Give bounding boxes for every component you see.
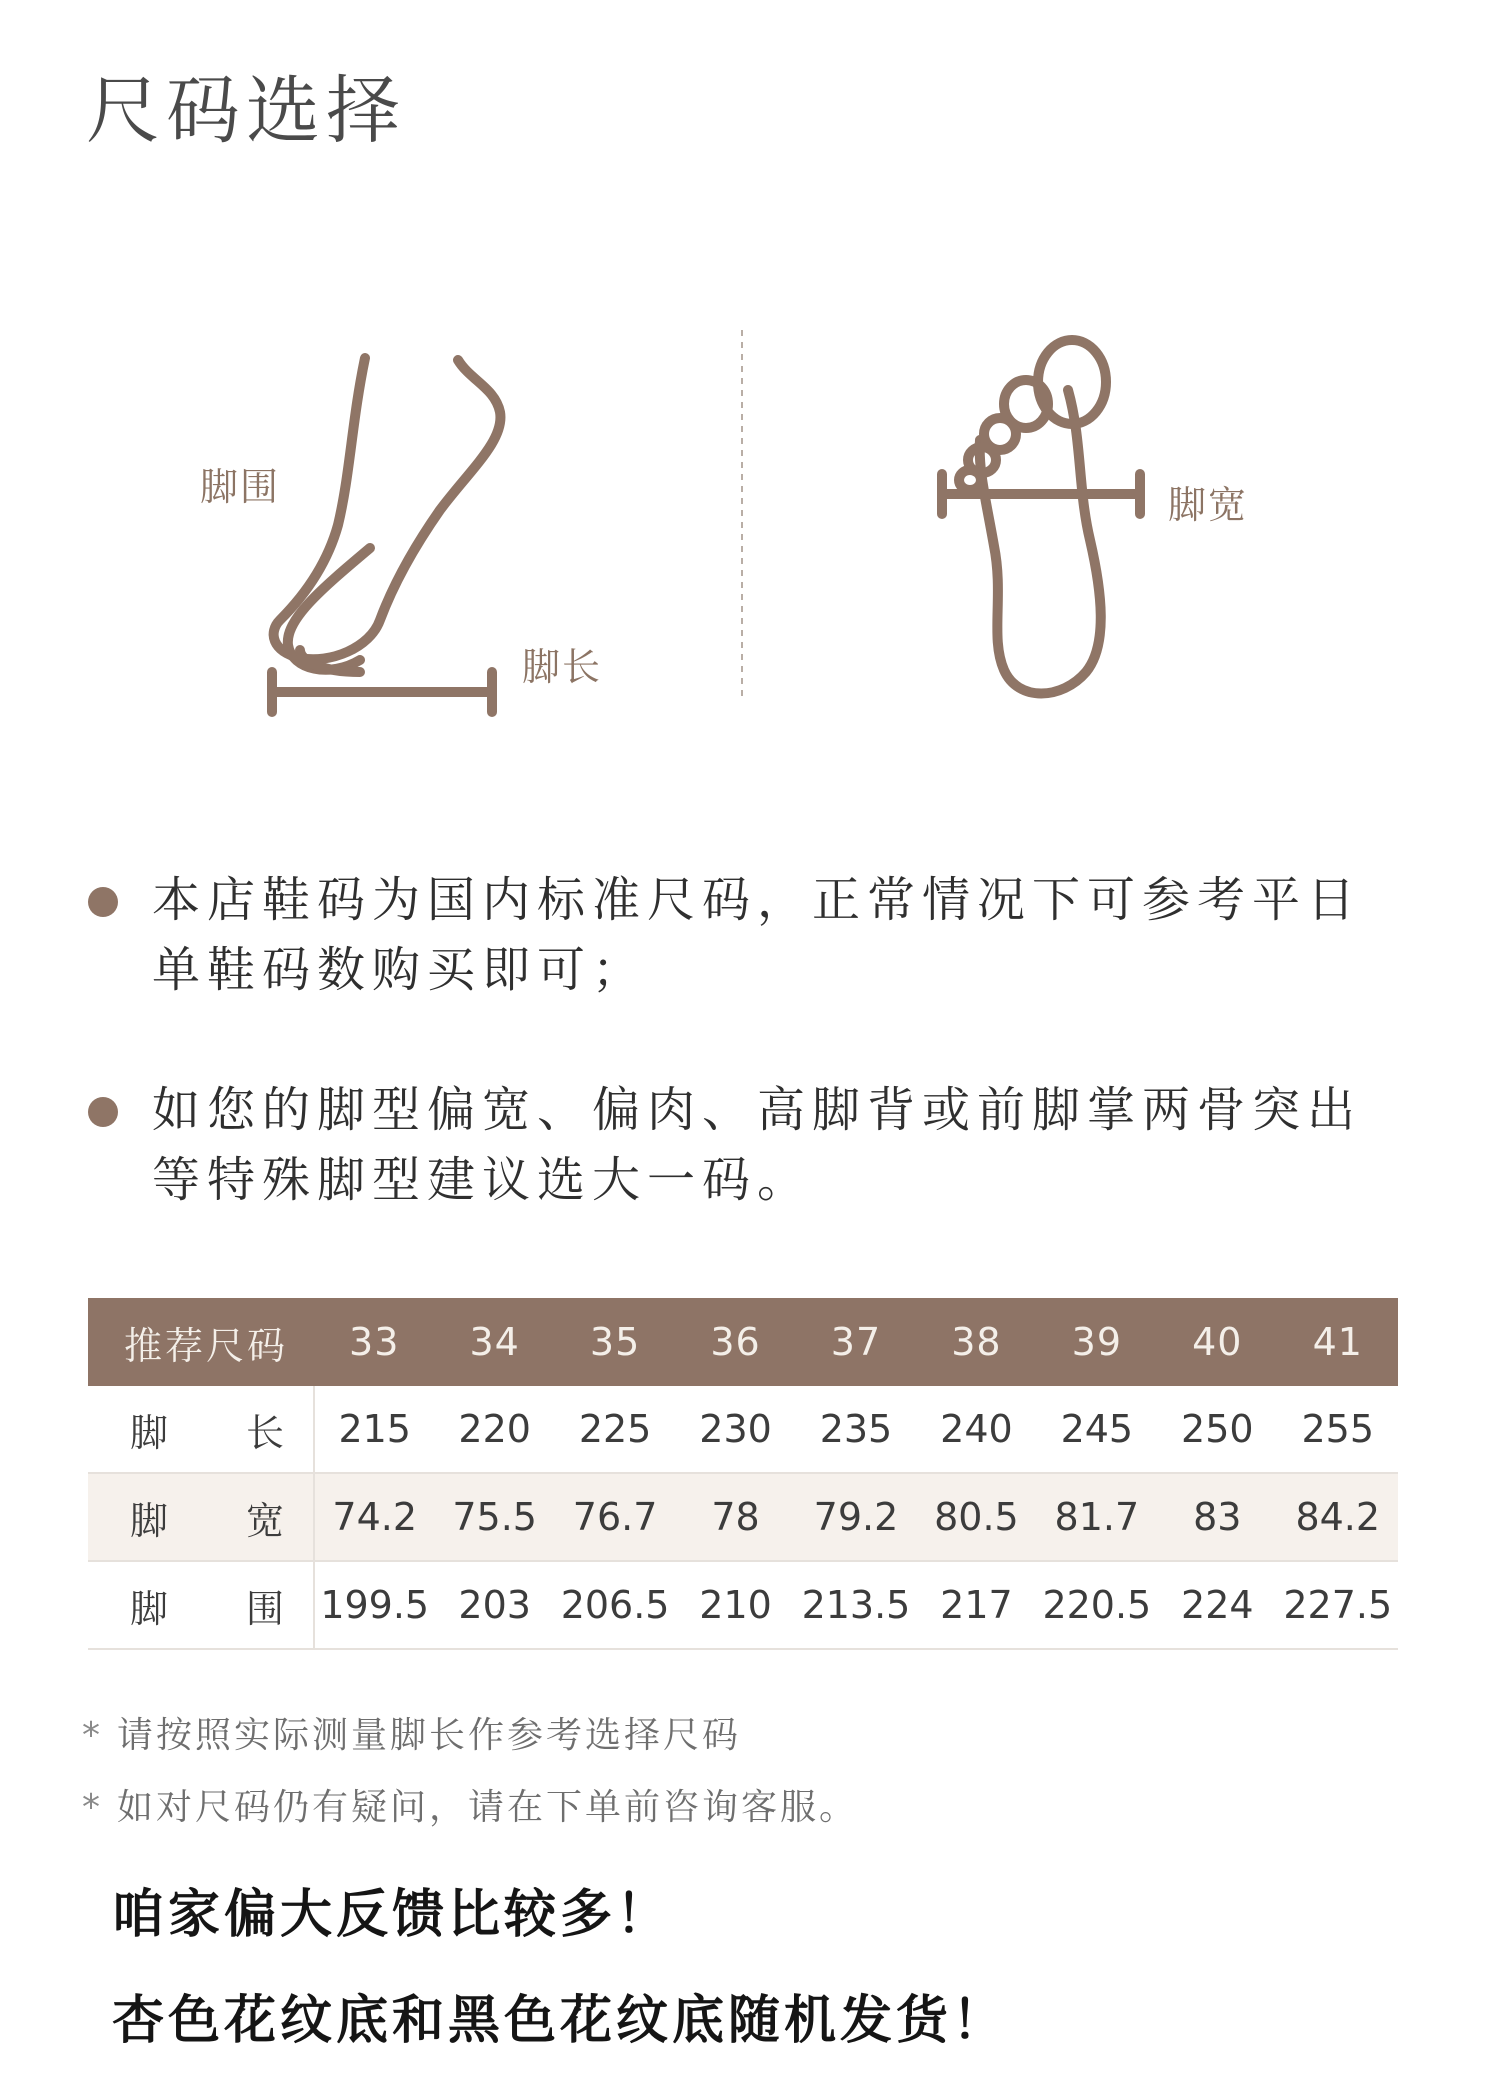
table-cell: 225 bbox=[555, 1386, 675, 1473]
foot-diagram-icon bbox=[0, 300, 1500, 740]
table-cell: 81.7 bbox=[1037, 1473, 1157, 1561]
table-cell: 203 bbox=[434, 1561, 554, 1649]
tip-text: 如您的脚型偏宽、偏肉、高脚背或前脚掌两骨突出等特殊脚型建议选大一码。 bbox=[152, 1082, 1363, 1208]
notes bbox=[82, 1700, 858, 1844]
table-cell: 84.2 bbox=[1278, 1473, 1399, 1561]
table-cell: 74.2 bbox=[314, 1473, 434, 1561]
table-row bbox=[88, 1473, 1398, 1561]
table-cell: 250 bbox=[1157, 1386, 1277, 1473]
bullet-dot-icon bbox=[88, 887, 118, 917]
callout-text: 咱家偏大反馈比较多！ bbox=[112, 1885, 673, 1945]
callout-text: 杏色花纹底和黑色花纹底随机发货！ bbox=[112, 1991, 1009, 2051]
bullet-dot-icon bbox=[88, 1097, 118, 1127]
length-label: 脚长 bbox=[522, 645, 603, 689]
asterisk-icon: * bbox=[82, 1787, 103, 1828]
table-cell: 213.5 bbox=[796, 1561, 916, 1649]
table-cell: 220 bbox=[434, 1386, 554, 1473]
table-cell: 79.2 bbox=[796, 1473, 916, 1561]
table-cell: 78 bbox=[675, 1473, 795, 1561]
table-cell: 83 bbox=[1157, 1473, 1277, 1561]
callouts bbox=[112, 1862, 1008, 2074]
size-header: 37 bbox=[796, 1298, 916, 1386]
table-cell: 255 bbox=[1278, 1386, 1399, 1473]
note-item bbox=[82, 1700, 858, 1772]
table-cell: 206.5 bbox=[555, 1561, 675, 1649]
size-header: 36 bbox=[675, 1298, 795, 1386]
table-cell: 76.7 bbox=[555, 1473, 675, 1561]
asterisk-icon: * bbox=[82, 1715, 103, 1756]
size-header: 41 bbox=[1278, 1298, 1399, 1386]
sizing-tips bbox=[86, 865, 1416, 1215]
table-cell: 227.5 bbox=[1278, 1561, 1399, 1649]
table-cell: 199.5 bbox=[314, 1561, 434, 1649]
table-cell: 80.5 bbox=[916, 1473, 1036, 1561]
size-header: 34 bbox=[434, 1298, 554, 1386]
foot-measurement-illustration bbox=[0, 300, 1500, 740]
table-cell: 230 bbox=[675, 1386, 795, 1473]
table-cell: 245 bbox=[1037, 1386, 1157, 1473]
note-text: 如对尺码仍有疑问，请在下单前咨询客服。 bbox=[117, 1787, 859, 1828]
note-item bbox=[82, 1772, 858, 1844]
width-label: 脚宽 bbox=[1168, 483, 1249, 527]
size-header: 40 bbox=[1157, 1298, 1277, 1386]
row-label: 脚 长 bbox=[88, 1386, 314, 1473]
table-cell: 224 bbox=[1157, 1561, 1277, 1649]
tip-item bbox=[86, 865, 1416, 1005]
table-header-row bbox=[88, 1298, 1398, 1386]
table-row bbox=[88, 1386, 1398, 1473]
header-label: 推荐尺码 bbox=[88, 1298, 314, 1386]
table-cell: 210 bbox=[675, 1561, 795, 1649]
table-row bbox=[88, 1561, 1398, 1649]
table-cell: 217 bbox=[916, 1561, 1036, 1649]
size-header: 33 bbox=[314, 1298, 434, 1386]
table-cell: 75.5 bbox=[434, 1473, 554, 1561]
table-cell: 215 bbox=[314, 1386, 434, 1473]
tip-text: 本店鞋码为国内标准尺码，正常情况下可参考平日单鞋码数购买即可； bbox=[152, 872, 1363, 998]
circumference-label: 脚围 bbox=[200, 465, 281, 509]
size-header: 38 bbox=[916, 1298, 1036, 1386]
size-header: 35 bbox=[555, 1298, 675, 1386]
row-label: 脚 宽 bbox=[88, 1473, 314, 1561]
page-title: 尺码选择 bbox=[86, 68, 406, 154]
table-cell: 220.5 bbox=[1037, 1561, 1157, 1649]
table-cell: 240 bbox=[916, 1386, 1036, 1473]
note-text: 请按照实际测量脚长作参考选择尺码 bbox=[117, 1715, 742, 1756]
size-header: 39 bbox=[1037, 1298, 1157, 1386]
row-label: 脚 围 bbox=[88, 1561, 314, 1649]
size-chart-table bbox=[88, 1298, 1398, 1650]
tip-item bbox=[86, 1075, 1416, 1215]
table-cell: 235 bbox=[796, 1386, 916, 1473]
